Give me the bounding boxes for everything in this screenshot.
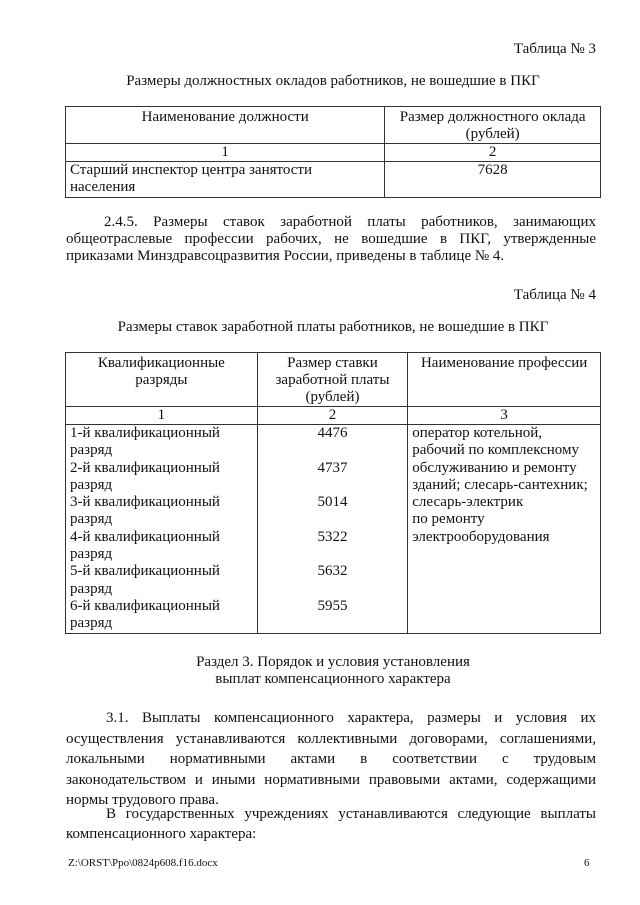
table4-header-rate-line2: заработной платы: [275, 372, 390, 388]
table4-header-grade: [66, 353, 258, 407]
grade-1-line2: разряд: [70, 442, 113, 459]
grade-2-line2: разряд: [70, 476, 113, 493]
grade-5-line2: разряд: [70, 580, 113, 597]
paragraph-state-line2: компенсационного характера:: [66, 826, 257, 842]
paragraph-3-1-line4: законодательством и иными нормативными правовыми актами, содержащими: [66, 771, 596, 788]
table4-colnum-1: 1: [66, 407, 258, 425]
section3-heading-line2: выплат компенсационного характера: [215, 671, 451, 687]
table3-header-salary: Размер должностного оклада (рублей): [385, 107, 601, 144]
footer-page-number: 6: [584, 857, 590, 869]
paragraph-state-institutions: [66, 804, 596, 844]
table4-header-profession: Наименование профессии: [408, 353, 601, 407]
paragraph-3-1-line3: локальными нормативными актами в соответствии с трудовым: [66, 751, 596, 767]
grade-3-line1: 3-й квалификационный: [70, 494, 220, 511]
profession-line-5: слесарь-электрик: [412, 494, 524, 511]
paragraph-2-4-5-line1: 2.4.5. Размеры ставок заработной платы работников, занимающих: [104, 214, 596, 230]
grade-4-line1: 4-й квалификационный: [70, 528, 220, 545]
paragraph-3-1-line5: нормы трудового права.: [66, 792, 219, 808]
paragraph-state-line1: В государственных учреждениях устанавливаются следующие выплаты: [106, 806, 596, 822]
table4-label: Таблица № 4: [513, 287, 596, 303]
table4-grades-cell: [66, 425, 258, 634]
table4-header-rate-line1: Размер ставки: [287, 355, 378, 371]
grade-1-line1: 1-й квалификационный: [70, 425, 220, 441]
table3-colnum-2: 2: [385, 144, 601, 162]
profession-line-7: электрооборудования: [412, 528, 550, 545]
table4-title: Размеры ставок заработной платы работников, не вошедшие в ПКГ: [117, 319, 549, 335]
table4: [65, 352, 601, 634]
grade-2-line1: 2-й квалификационный: [70, 459, 220, 476]
table4-header-rate: [257, 353, 408, 407]
profession-line-3: обслуживанию и ремонту: [412, 459, 577, 476]
rate-2: 4737: [317, 459, 348, 476]
footer-file-path: Z:\ORST\Ppo\0824p608.f16.docx: [68, 857, 218, 869]
table4-colnum-3: 3: [408, 407, 601, 425]
table4-rates-cell: [257, 425, 408, 634]
paragraph-2-4-5-line3: приказами Минздравсоцразвития России, приведены в таблице № 4.: [66, 248, 505, 264]
grade-5-line1: 5-й квалификационный: [70, 563, 220, 580]
table3-label: Таблица № 3: [513, 41, 596, 57]
profession-line-1: оператор котельной,: [412, 425, 542, 441]
table3-position-cell: [66, 162, 385, 198]
table4-colnum-2: 2: [257, 407, 408, 425]
rate-4: 5322: [317, 528, 348, 545]
paragraph-2-4-5-line2: общеотраслевые профессии рабочих, не вошедшие в ПКГ, утвержденные: [66, 231, 596, 247]
section3-heading: [65, 654, 601, 688]
profession-line-4: зданий; слесарь-сантехник;: [412, 476, 588, 493]
paragraph-3-1-line1: 3.1. Выплаты компенсационного характера, размеры и условия их: [106, 710, 596, 726]
rate-5: 5632: [317, 563, 348, 580]
section3-heading-line1: Раздел 3. Порядок и условия установления: [196, 654, 470, 670]
grade-4-line2: разряд: [70, 546, 113, 563]
profession-line-2: рабочий по комплексному: [412, 442, 580, 459]
paragraph-3-1-line2: осуществления устанавливаются коллективными договорами, соглашениями,: [66, 730, 596, 747]
table4-professions-cell: [408, 425, 601, 634]
profession-line-6: по ремонту: [412, 511, 485, 528]
table4-header-rate-line3: (рублей): [305, 389, 360, 405]
table3: [65, 106, 601, 198]
table3-position-line1: Старший инспектор центра занятости: [70, 162, 312, 178]
grade-6-line2: разряд: [70, 615, 113, 632]
grade-3-line2: разряд: [70, 511, 113, 528]
table4-header-grade-line1: Квалификационные: [97, 355, 225, 371]
paragraph-3-1: [66, 708, 596, 811]
rate-1: 4476: [317, 425, 348, 441]
table4-header-grade-line2: разряды: [135, 372, 188, 388]
grade-6-line1: 6-й квалификационный: [70, 597, 220, 614]
paragraph-2-4-5: [66, 214, 596, 265]
rate-6: 5955: [317, 597, 348, 614]
table3-title: Размеры должностных окладов работников, не вошедшие в ПКГ: [126, 73, 540, 89]
table3-colnum-1: 1: [66, 144, 385, 162]
table3-header-position: Наименование должности: [66, 107, 385, 144]
table3-salary-cell: 7628: [385, 162, 601, 198]
rate-3: 5014: [317, 494, 348, 511]
table3-position-line2: населения: [70, 179, 136, 195]
